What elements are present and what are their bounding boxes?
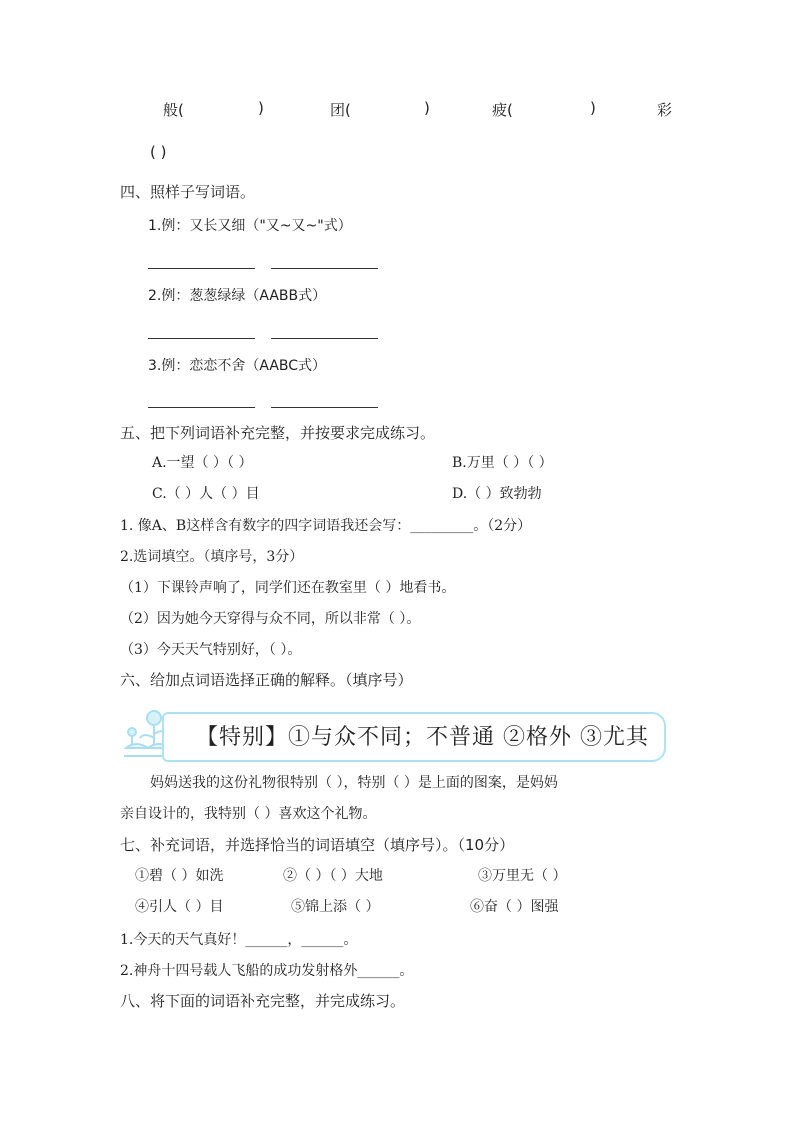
- section6-para1: 妈妈送我的这份礼物很特别（ ），特别（ ）是上面的图案，是妈妈: [150, 775, 558, 791]
- section7-w3: ③万里无（ ）: [478, 868, 567, 884]
- section5-d: D.（ ）致勃勃: [452, 486, 542, 502]
- char-cai-paren: ( ): [150, 143, 167, 161]
- answer-line[interactable]: [148, 338, 255, 339]
- paren-close: ): [424, 99, 430, 117]
- paren-close: ): [590, 99, 596, 117]
- section7-w4: ④引人（ ）目: [135, 899, 224, 915]
- answer-line[interactable]: [271, 268, 378, 269]
- section6-para2: 亲自设计的，我特别（ ）喜欢这个礼物。: [120, 806, 377, 822]
- section5-q2-2: （2）因为她今天穿得与众不同，所以非常（ ）。: [120, 611, 421, 627]
- section4-title: 四、照样子写词语。: [120, 183, 256, 201]
- char-cai: 彩: [657, 101, 673, 119]
- section7-w5: ⑤锦上添（ ）: [291, 899, 380, 915]
- section5-q2: 2.选词填空。（填序号，3分）: [120, 549, 304, 565]
- section7-s2: 2.神舟十四号载人飞船的成功发射格外______。: [120, 963, 414, 979]
- banner-text: 【特别】①与众不同；不普通 ②格外 ③尤其: [196, 725, 649, 750]
- section5-c: C.（ ）人（ ）目: [152, 486, 260, 502]
- section5-title: 五、把下列词语补充完整，并按要求完成练习。: [120, 424, 436, 442]
- section7-s1: 1.今天的天气真好！______，______。: [120, 932, 358, 948]
- char-pi: 疲(: [492, 101, 513, 119]
- paren-close: ): [258, 99, 264, 117]
- section4-ex1: 1.例：又长又细（"又~又~"式）: [148, 218, 352, 234]
- section7-w1: ①碧（ ）如洗: [135, 868, 224, 884]
- section4-ex2: 2.例：葱葱绿绿（AABB式）: [148, 288, 327, 304]
- char-tuan: 团(: [330, 101, 351, 119]
- answer-line[interactable]: [148, 268, 255, 269]
- section8-title: 八、将下面的词语补充完整，并完成练习。: [120, 992, 406, 1010]
- section5-a: A.一望（ ）（ ）: [152, 455, 253, 471]
- answer-line[interactable]: [271, 338, 378, 339]
- section7-w2: ②（ ）（ ）大地: [283, 868, 383, 884]
- section7-title: 七、补充词语，并选择恰当的词语填空（填序号）。（10分）: [120, 836, 515, 854]
- section7-w6: ⑥奋（ ）图强: [470, 899, 559, 915]
- answer-line[interactable]: [148, 407, 255, 408]
- section4-ex3: 3.例：恋恋不舍（AABC式）: [148, 358, 327, 374]
- char-ban: 般(: [163, 101, 184, 119]
- section6-title: 六、给加点词语选择正确的解释。（填序号）: [120, 671, 413, 689]
- section5-q2-3: （3）今天天气特别好，（ ）。: [120, 642, 302, 658]
- section5-q1: 1. 像A、B这样含有数字的四字词语我还会写：_________。（2分）: [120, 518, 532, 534]
- section5-q2-1: （1）下课铃声响了，同学们还在教室里（ ）地看书。: [120, 580, 456, 596]
- section5-b: B.万里（ ）（ ）: [452, 455, 553, 471]
- answer-line[interactable]: [271, 407, 378, 408]
- definition-banner: [118, 704, 666, 766]
